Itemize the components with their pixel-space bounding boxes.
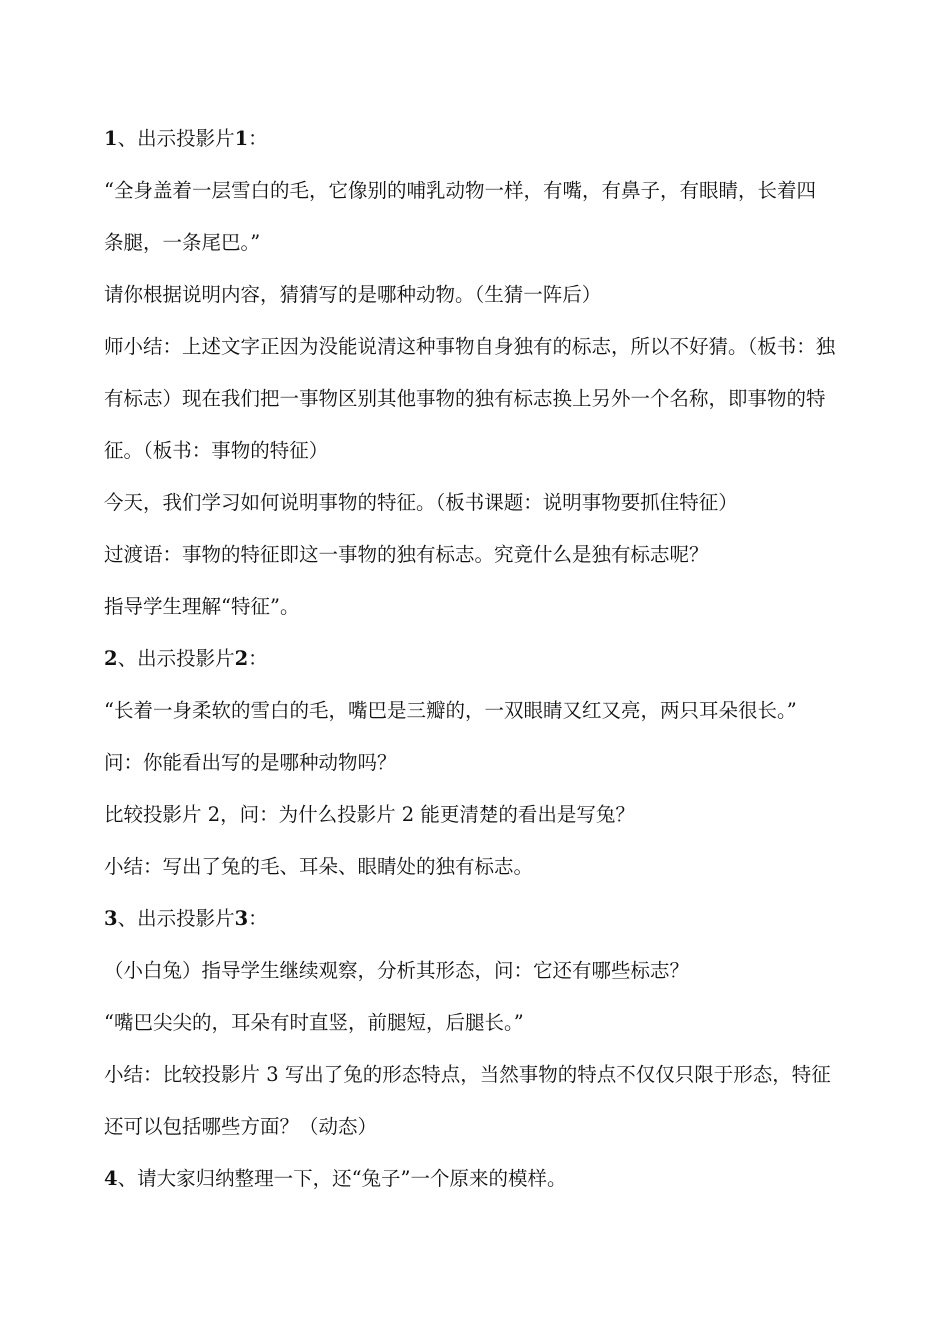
- paragraph-line: “长着一身柔软的雪白的毛，嘴巴是三瓣的，一双眼睛又红又亮，两只耳朵很长。”: [104, 699, 797, 722]
- paragraph-line: 比较投影片 2，问：为什么投影片 2 能更清楚的看出是写兔？: [104, 803, 635, 826]
- paragraph-line: “嘴巴尖尖的，耳朵有时直竖，前腿短，后腿长。”: [104, 1011, 524, 1034]
- document-body: [104, 113, 852, 1205]
- section-number: 1: [104, 127, 118, 150]
- paragraph-line: 过渡语：事物的特征即这一事物的独有标志。究竟什么是独有标志呢？: [104, 543, 709, 566]
- section-heading-2: [104, 633, 852, 685]
- paragraph-line: 今天，我们学习如何说明事物的特征。（板书课题：说明事物要抓住特征）: [104, 491, 738, 514]
- section-heading-3: [104, 893, 852, 945]
- paragraph-line: 征。（板书：事物的特征）: [104, 439, 329, 462]
- paragraph-line: 师小结：上述文字正因为没能说清这种事物自身独有的标志，所以不好猜。（板书：独: [104, 335, 836, 358]
- section-number: 4: [104, 1167, 118, 1190]
- section-heading-4: [104, 1153, 852, 1205]
- heading-colon: ：: [248, 907, 268, 930]
- paragraph-line: 有标志）现在我们把一事物区别其他事物的独有标志换上另外一个名称，即事物的特: [104, 387, 826, 410]
- slide-number: 3: [234, 907, 249, 930]
- heading-colon: ：: [248, 127, 268, 150]
- paragraph-line: 还可以包括哪些方面？（动态）: [104, 1115, 378, 1138]
- paragraph-line: 请你根据说明内容，猜猜写的是哪种动物。（生猜一阵后）: [104, 283, 602, 306]
- section-heading-text: 、出示投影片: [117, 647, 235, 670]
- slide-number: 2: [234, 647, 249, 670]
- section-number: 3: [104, 907, 118, 930]
- paragraph-line: 小结：比较投影片 3 写出了兔的形态特点，当然事物的特点不仅仅只限于形态，特征: [104, 1063, 831, 1086]
- section-heading-1: [104, 113, 852, 165]
- section-heading-text: 、出示投影片: [117, 127, 235, 150]
- paragraph-line: 问：你能看出写的是哪种动物吗？: [104, 751, 397, 774]
- slide-number: 1: [234, 127, 249, 150]
- paragraph-line: 条腿，一条尾巴。”: [104, 231, 261, 254]
- section-heading-text: 、出示投影片: [117, 907, 235, 930]
- paragraph-line: （小白兔）指导学生继续观察，分析其形态，问：它还有哪些标志？: [104, 959, 690, 982]
- section-number: 2: [104, 647, 118, 670]
- paragraph-line: 小结：写出了兔的毛、耳朵、眼睛处的独有标志。: [104, 855, 534, 878]
- section-heading-text: 、请大家归纳整理一下，还“兔子”一个原来的模样。: [117, 1167, 567, 1190]
- paragraph-line: “全身盖着一层雪白的毛，它像别的哺乳动物一样，有嘴，有鼻子，有眼睛，长着四: [104, 179, 816, 202]
- paragraph-line: 指导学生理解“特征”。: [104, 595, 300, 618]
- heading-colon: ：: [248, 647, 268, 670]
